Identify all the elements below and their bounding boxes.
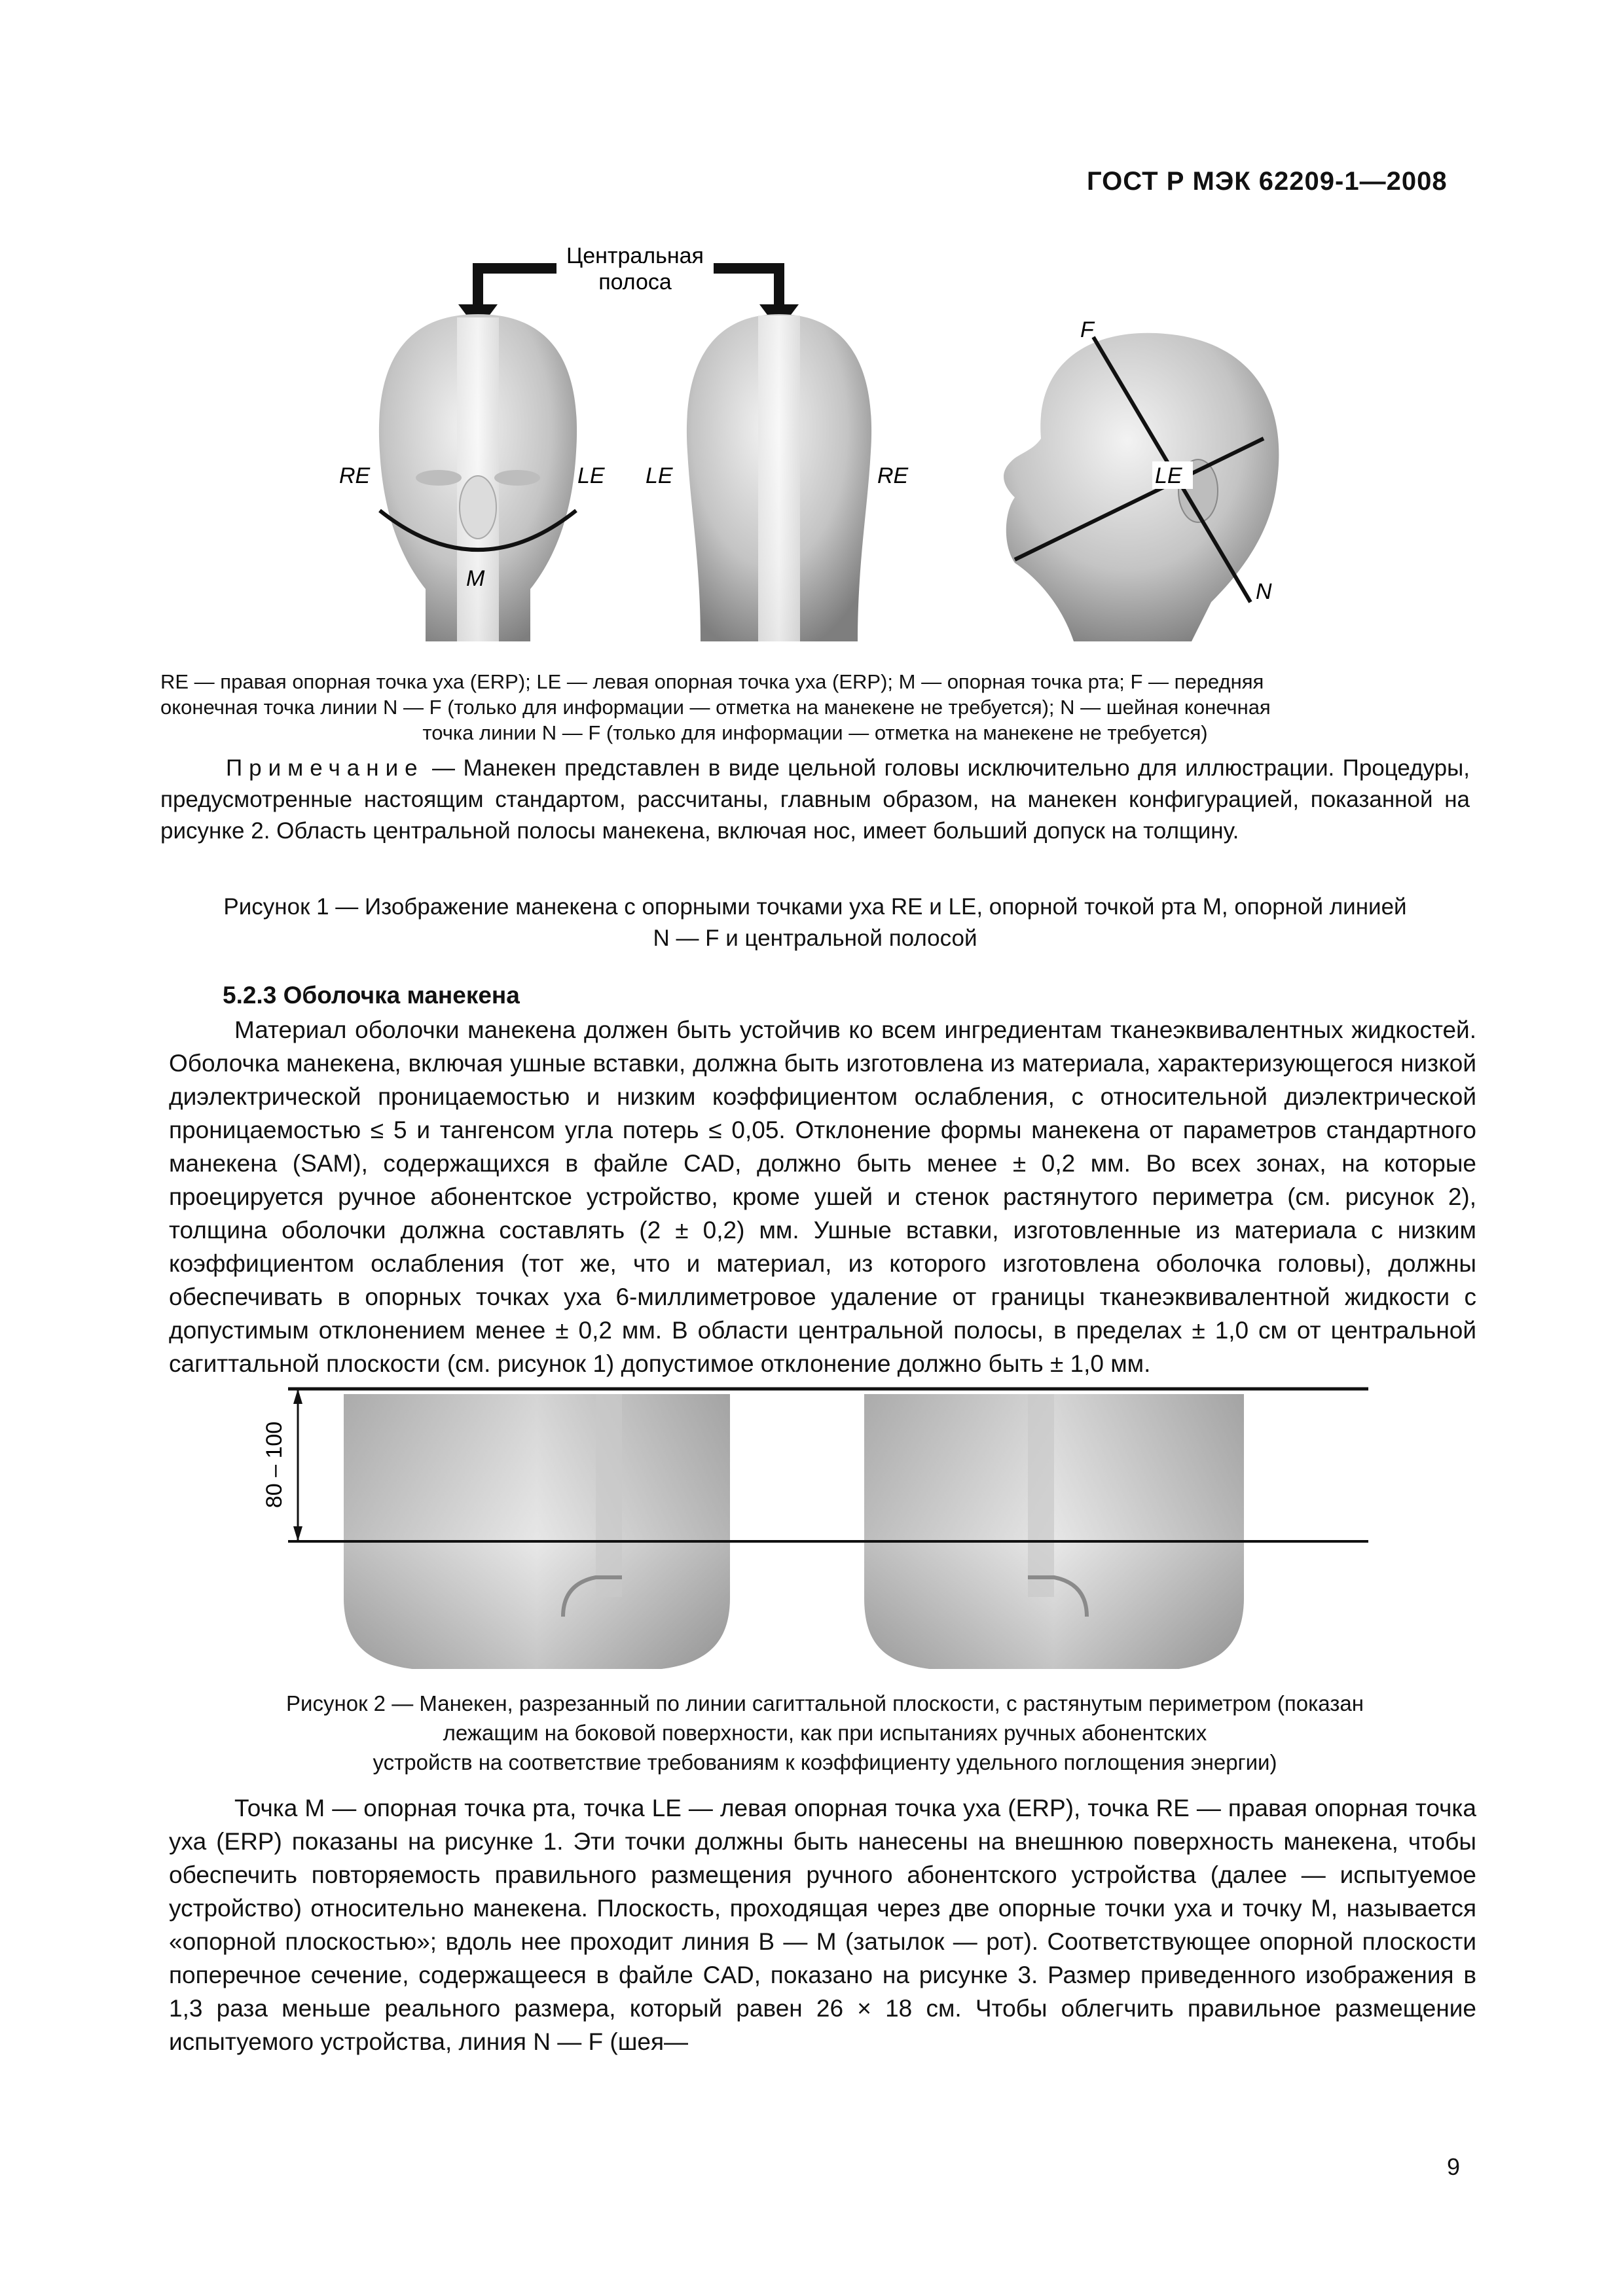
figure-1-mannequin-heads xyxy=(164,236,1473,668)
figure-2-caption xyxy=(268,1689,1381,1777)
back-head-image xyxy=(687,314,871,641)
label-n: N xyxy=(1256,579,1272,604)
legend-line-2: оконечная точка линии N — F (только для информации — отметка на манекене не требуется); N — шейная конечная xyxy=(160,696,1271,719)
page-number: 9 xyxy=(1447,2153,1461,2180)
central-band-label-2: полоса xyxy=(598,270,672,295)
dimension-label: 80 – 100 xyxy=(262,1421,287,1509)
legend-line-1: RE — правая опорная точка уха (ERP); LE — левая опорная точка уха (ERP); M — опорная точка рта; F — передняя xyxy=(160,670,1264,693)
front-head-image xyxy=(379,314,577,641)
label-le-side: LE xyxy=(1155,463,1182,488)
legend-line-3: точка линии N — F (только для информации — отметка на манекене не требуется) xyxy=(422,721,1208,744)
label-m: M xyxy=(466,566,485,591)
note-label: Примечание xyxy=(226,755,424,781)
figure-1-caption xyxy=(151,891,1480,954)
figure-1-legend xyxy=(160,669,1470,745)
label-f: F xyxy=(1080,317,1094,342)
paragraph-2-text: Точка M — опорная точка рта, точка LE — левая опорная точка уха (ERP), точка RE — правая опорная точка уха (ERP) показаны на рисунке 1. Эти точки должны быть нанесены на внешнюю поверхность манекена, чтобы обеспечить повторяемость правильного размещения ручного абонентского устройства (далее — испытуемое устройство) относительно манекена. Плоскость, проходящая через две опорные точки уха и точку M, называется «опорной плоскостью»; вдоль нее проходит линия B — M (затылок — рот). Соответствующее опорной плоскости поперечное сечение, содержащееся в файле CAD, показано на рисунке 3. Размер приведенного изображения в 1,3 раза меньше реального размера, который равен 26 × 18 см. Чтобы облегчить правильное размещение испытуемого устройства, линия N — F (шея— xyxy=(169,1795,1476,2055)
figure-1-caption-line-1: Рисунок 1 — Изображение манекена с опорными точками уха RE и LE, опорной точкой рта M, опорной линией xyxy=(223,894,1407,920)
side-head-image xyxy=(1004,333,1279,641)
figure-1-caption-line-2: N — F и центральной полосой xyxy=(653,925,977,951)
figure-1-note xyxy=(160,753,1470,847)
paragraph-2 xyxy=(169,1791,1476,2058)
note-text: — Манекен представлен в виде цельной головы исключительно для иллюстрации. Процедуры, предусмотренные настоящим стандартом, рассчитаны, главным образом, на манекен конфигурацией, показанной на рисунке 2. Область центральной полосы манекена, включая нос, имеет больший допуск на толщину. xyxy=(160,755,1470,844)
label-re-back: RE xyxy=(877,463,909,488)
figure-2-caption-line-2: устройств на соответствие требованиям к коэффициенту удельного поглощения энергии) xyxy=(373,1750,1277,1774)
section-paragraph xyxy=(169,1013,1476,1380)
label-le-back: LE xyxy=(646,463,673,488)
figure-2-caption-line-1: Рисунок 2 — Манекен, разрезанный по линии сагиттальной плоскости, с растянутым периметром (показан лежащим на боковой поверхности, как при испытаниях ручных абонентских xyxy=(286,1691,1364,1745)
label-le-front: LE xyxy=(577,463,605,488)
section-heading: 5.2.3 Оболочка манекена xyxy=(223,982,520,1009)
section-paragraph-text: Материал оболочки манекена должен быть устойчив ко всем ингредиентам тканеэквивалентных жидкостей. Оболочка манекена, включая ушные вставки, должна быть изготовлена из материала, характеризующегося низкой диэлектрической проницаемостью и низким коэффициентом ослабления, с относительной диэлектрической проницаемостью ≤ 5 и тангенсом угла потерь ≤ 0,05. Отклонение формы манекена от параметров стандартного манекена (SAM), содержащихся в файле CAD, должно быть менее ± 0,2 мм. Во всех зонах, на которые проецируется ручное абонентское устройство, кроме ушей и стенок растянутого периметра (см. рисунок 2), толщина оболочки должна составлять (2 ± 0,2) мм. Ушные вставки, изготовленные из материала с низким коэффициентом ослабления (тот же, что и материал, из которого изготовлена оболочка головы), должны обеспечивать в опорных точках уха 6-миллиметровое удаление от границы тканеэквивалентной жидкости с допустимым отклонением менее ± 0,2 мм. В области центральной полосы, в пределах ± 1,0 см от центральной сагиттальной плоскости (см. рисунок 1) допустимое отклонение должно быть ± 1,0 мм. xyxy=(169,1016,1476,1377)
central-band-label-1: Центральная xyxy=(566,243,704,268)
figure-2-cut-mannequin xyxy=(255,1381,1408,1689)
label-re-front: RE xyxy=(339,463,371,488)
document-header: ГОСТ Р МЭК 62209-1—2008 xyxy=(1087,167,1448,196)
